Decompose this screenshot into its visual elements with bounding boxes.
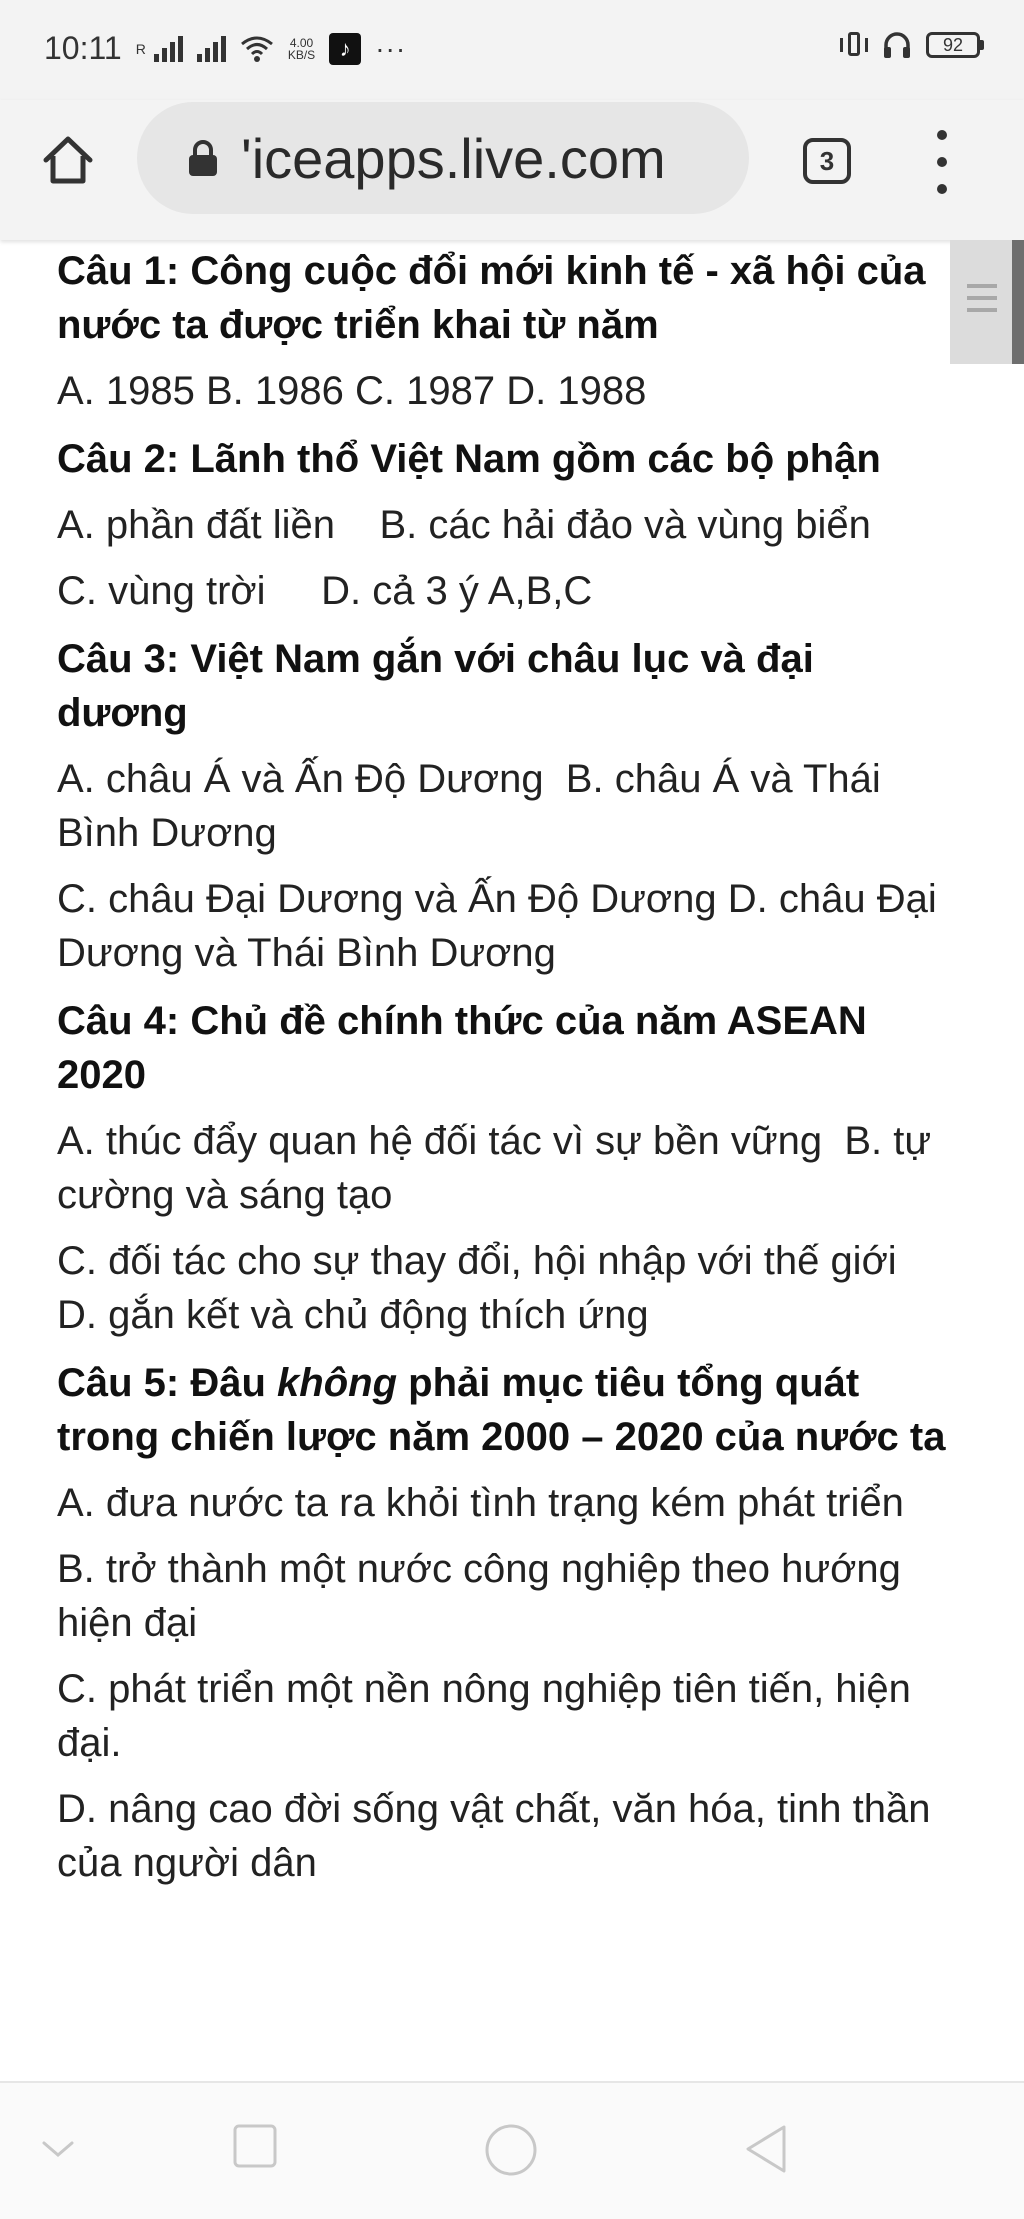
question-2-options-cd: C. vùng trời D. cả 3 ý A,B,C (57, 569, 593, 613)
home-icon[interactable] (38, 130, 98, 190)
home-circle-icon[interactable] (484, 2123, 538, 2177)
roaming-label: R (135, 40, 146, 57)
system-navigation-bar (0, 2081, 1024, 2219)
question-3-options-cd: C. châu Đại Dương và Ấn Độ Dương D. châu Đại Dương và Thái Bình Dương (57, 877, 937, 975)
question-5-title-emphasis: không (277, 1361, 398, 1405)
question-4-options-cd: C. đối tác cho sự thay đổi, hội nhập với thế giới D. gắn kết và chủ động thích ứng (57, 1239, 919, 1337)
signal-icon-2 (197, 36, 226, 62)
document-content (57, 244, 947, 1890)
collapse-chevron-icon[interactable] (40, 2137, 76, 2161)
question-5-option-b: B. trở thành một nước công nghiệp theo hướng hiện đại (57, 1547, 901, 1645)
question-1-options: A. 1985 B. 1986 C. 1987 D. 1988 (57, 369, 647, 413)
more-notifications-icon: ··· (375, 32, 407, 64)
question-5-option-c: C. phát triển một nền nông nghiệp tiên tiến, hiện đại. (57, 1667, 911, 1765)
question-5-title (57, 1356, 947, 1464)
scrollbar-track[interactable] (1012, 240, 1024, 364)
recent-apps-icon[interactable] (232, 2123, 278, 2169)
question-1-title: Câu 1: Công cuộc đổi mới kinh tế - xã hội của nước ta được triển khai từ năm (57, 249, 926, 347)
drag-handle-icon (967, 284, 997, 320)
url-text[interactable]: 'iceapps.live.com (241, 126, 666, 190)
battery-level: 92 (926, 32, 980, 58)
more-menu-icon[interactable] (930, 130, 954, 194)
network-speed (288, 37, 315, 61)
question-4-options-ab: A. thúc đẩy quan hệ đối tác vì sự bền vững B. tự cường và sáng tạo (57, 1119, 943, 1217)
question-3-title: Câu 3: Việt Nam gắn với châu lục và đại dương (57, 637, 814, 735)
question-2-title: Câu 2: Lãnh thổ Việt Nam gồm các bộ phận (57, 437, 881, 481)
question-4-title: Câu 4: Chủ đề chính thức của năm ASEAN 2020 (57, 999, 867, 1097)
question-5-option-a: A. đưa nước ta ra khỏi tình trạng kém phát triển (57, 1481, 904, 1525)
network-speed-unit: KB/S (287, 47, 316, 62)
clock: 10:11 (44, 30, 122, 66)
tab-switcher-button[interactable]: 3 (803, 138, 851, 184)
browser-toolbar (0, 100, 1024, 240)
tiktok-notification-icon: ♪ (329, 33, 361, 65)
lock-icon (187, 138, 219, 178)
address-bar[interactable] (137, 102, 749, 214)
question-2-options-ab: A. phần đất liền B. các hải đảo và vùng biển (57, 503, 871, 547)
network-speed-value: 4.00 (289, 35, 314, 50)
scrollbar-handle[interactable] (950, 240, 1012, 364)
question-3-options-ab: A. châu Á và Ấn Độ Dương B. châu Á và Thái Bình Dương (57, 757, 892, 855)
vibrate-icon (840, 30, 868, 60)
battery-icon (926, 32, 984, 58)
question-5-title-start: Câu 5: Đâu (57, 1361, 278, 1405)
headset-icon (882, 30, 912, 60)
question-5-option-d: D. nâng cao đời sống vật chất, văn hóa, tinh thần của người dân (57, 1787, 931, 1885)
signal-icon (154, 36, 183, 62)
back-icon[interactable] (742, 2123, 788, 2175)
wifi-icon (240, 35, 274, 63)
question-5-title-end: phải mục tiêu tổng quát trong chiến lược năm 2000 – 2020 của nước ta (57, 1361, 946, 1459)
status-bar (0, 0, 1024, 100)
